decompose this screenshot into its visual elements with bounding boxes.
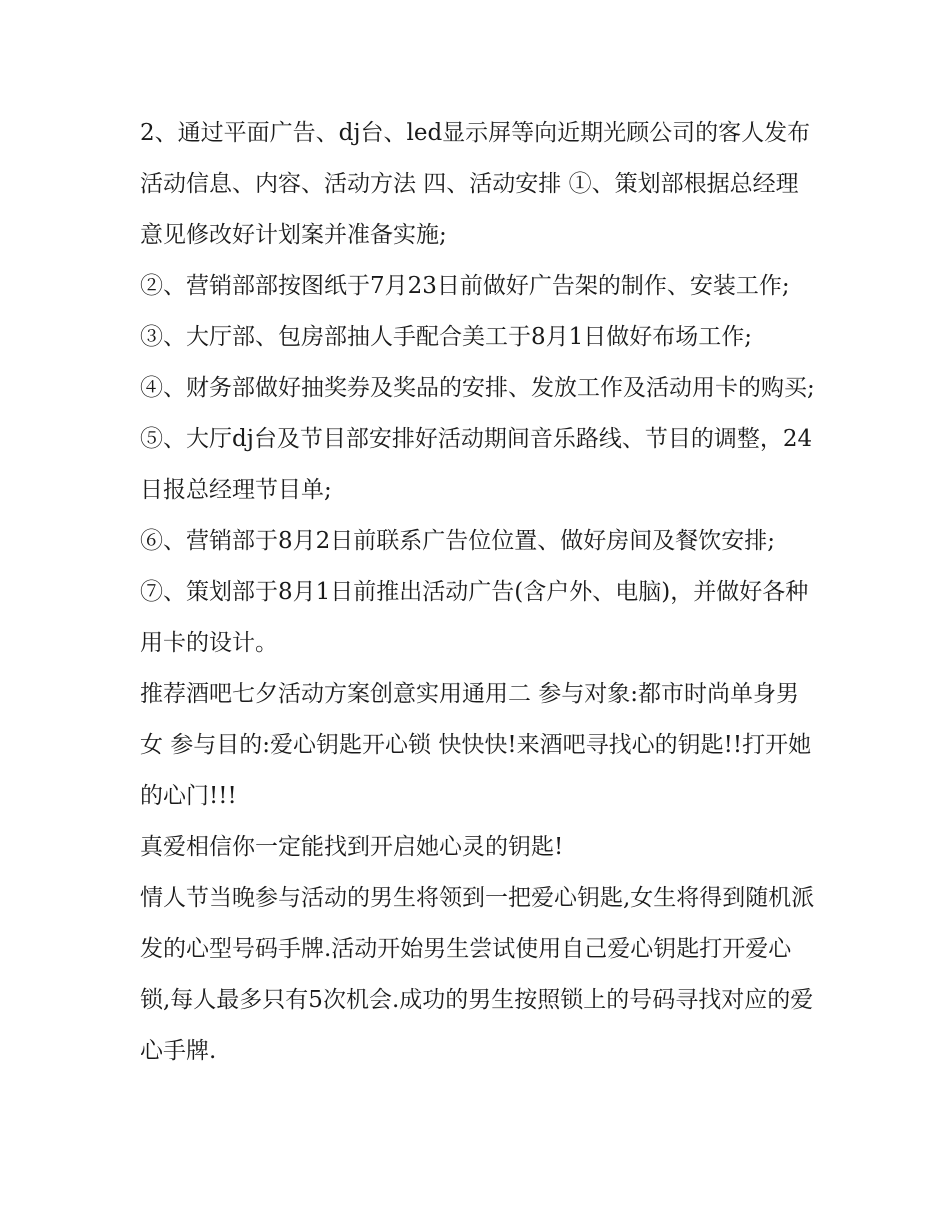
paragraph-1: 2、通过平面广告、dj台、led显示屏等向近期光顾公司的客人发布活动信息、内容、活动方法 四、活动安排 ①、策划部根据总经理意见修改好计划案并准备实施;	[140, 120, 811, 248]
paragraph-2: ②、营销部部按图纸于7月23日前做好广告架的制作、安装工作; ③、大厅部、包房部抽人手配合美工于8月1日做好布场工作;	[140, 273, 790, 350]
document-body	[140, 108, 815, 1077]
paragraph-7: 情人节当晚参与活动的男生将领到一把爱心钥匙,女生将得到随机派发的心型号码手牌.活动开始男生尝试使用自己爱心钥匙打开爱心锁,每人最多只有5次机会.成功的男生按照锁上的号码寻找对应的爱心手牌.	[140, 885, 815, 1064]
paragraph-4: ⑥、营销部于8月2日前联系广告位位置、做好房间及餐饮安排; ⑦、策划部于8月1日前推出活动广告(含户外、电脑)，并做好各种用卡的设计。	[140, 528, 809, 656]
paragraph-5: 推荐酒吧七夕活动方案创意实用通用二 参与对象:都市时尚单身男女 参与目的:爱心钥匙开心锁 快快快!来酒吧寻找心的钥匙!!打开她的心门!!!	[140, 681, 812, 809]
paragraph-3: ④、财务部做好抽奖券及奖品的安排、发放工作及活动用卡的购买; ⑤、大厅dj台及节目部安排好活动期间音乐路线、节目的调整，24日报总经理节目单;	[140, 375, 815, 503]
paragraph-6: 真爱相信你一定能找到开启她心灵的钥匙!	[140, 834, 564, 860]
